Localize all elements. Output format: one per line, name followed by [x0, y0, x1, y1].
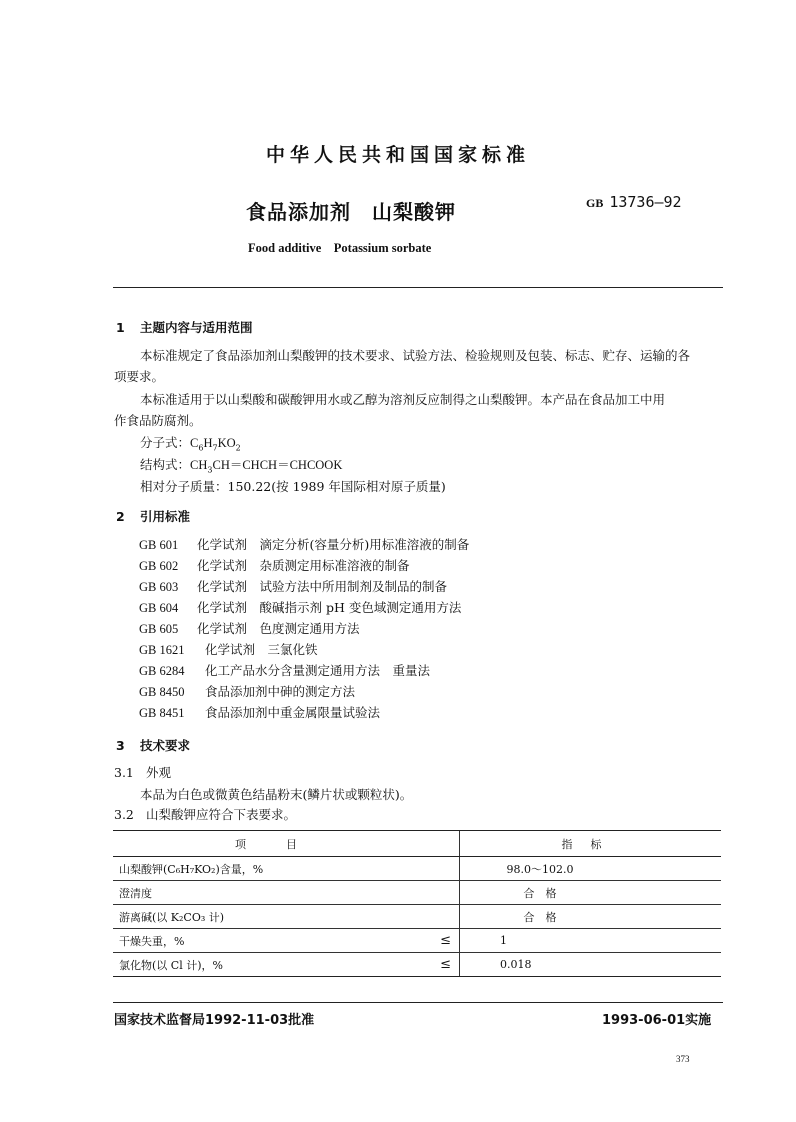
section-2-number: 2	[116, 509, 125, 524]
table-row	[113, 953, 721, 977]
reference-code: GB 8451	[139, 706, 185, 720]
section-3-1-heading	[114, 762, 171, 784]
reference-code: GB 1621	[139, 643, 185, 657]
reference-text: 化工产品水分含量测定通用方法 重量法	[205, 663, 431, 678]
table-cell-value: 合 格	[523, 910, 557, 924]
standard-number-prefix: GB	[586, 196, 604, 210]
section-1-title: 主题内容与适用范围	[140, 320, 253, 335]
reference-code: GB 8450	[139, 685, 185, 699]
reference-text: 化学试剂 三氯化铁	[205, 642, 318, 657]
table-cell-value: 98.0～102.0	[506, 862, 574, 876]
molecular-formula-label: 分子式：	[140, 435, 191, 450]
reference-item	[139, 555, 469, 576]
table-cell-operator: ≤	[405, 929, 460, 953]
structural-formula-label: 结构式：	[140, 457, 191, 472]
section-1-para-2-line-1: 本标准适用于以山梨酸和碳酸钾用水或乙醇为溶剂反应制得之山梨酸钾。本产品在食品加工中用	[140, 392, 666, 407]
table-cell-operator	[405, 881, 460, 905]
standard-number	[586, 193, 682, 211]
reference-text: 化学试剂 试验方法中所用制剂及制品的制备	[197, 579, 448, 594]
table-row	[113, 929, 721, 953]
section-1-para-1-line-1: 本标准规定了食品添加剂山梨酸钾的技术要求、试验方法、检验规则及包装、标志、贮存、运输的各	[140, 348, 691, 363]
page-number: 373	[676, 1054, 690, 1064]
section-3-2-text: 山梨酸钾应符合下表要求。	[146, 807, 297, 822]
reference-item	[139, 618, 469, 639]
reference-text: 化学试剂 杂质测定用标准溶液的制备	[197, 558, 410, 573]
table-header-item: 项目	[113, 831, 460, 857]
reference-code: GB 604	[139, 601, 179, 615]
section-2-heading	[116, 507, 190, 525]
reference-item	[139, 681, 469, 702]
section-3-number: 3	[116, 738, 125, 753]
table-row	[113, 881, 721, 905]
reference-item	[139, 639, 469, 660]
table-cell-operator: ≤	[405, 953, 460, 977]
table-cell-value: 合 格	[523, 886, 557, 900]
reference-code: GB 601	[139, 538, 179, 552]
table-cell-item: 氯化物(以 Cl 计)，%	[113, 953, 405, 977]
table-cell-item: 游离碱(以 K₂CO₃ 计)	[113, 905, 405, 929]
section-3-1-text: 本品为白色或微黄色结晶粉末(鳞片状或颗粒状)。	[140, 787, 413, 802]
header-divider	[113, 287, 723, 288]
molecular-formula: 分子式：$C_6H_7KO_2$	[140, 435, 241, 453]
table-cell-item: 干燥失重，%	[113, 929, 405, 953]
section-1-para-2-line-2: 作食品防腐剂。	[114, 413, 202, 428]
reference-text: 食品添加剂中重金属限量试验法	[205, 705, 381, 720]
table-row	[113, 857, 721, 881]
table-row	[113, 905, 721, 929]
reference-text: 化学试剂 色度测定通用方法	[197, 621, 360, 636]
reference-item	[139, 702, 469, 723]
reference-text: 化学试剂 滴定分析(容量分析)用标准溶液的制备	[197, 537, 470, 552]
reference-code: GB 6284	[139, 664, 185, 678]
section-3-1-number: 3.1	[114, 765, 134, 780]
relative-molecular-mass: 相对分子质量：150.22(按 1989 年国际相对原子质量)	[140, 479, 446, 494]
table-cell-value: 1	[500, 934, 507, 947]
section-2-title: 引用标准	[140, 509, 191, 524]
table-header-row	[113, 831, 721, 857]
document-org-title: 中华人民共和国国家标准	[265, 144, 530, 166]
standard-title-cn: 食品添加剂 山梨酸钾	[246, 200, 456, 224]
reference-code: GB 605	[139, 622, 179, 636]
approval-line: 国家技术监督局1992-11-03批准	[114, 1013, 315, 1028]
reference-item	[139, 576, 469, 597]
section-3-1-title: 外观	[146, 765, 172, 780]
section-3-2-line	[114, 804, 296, 826]
section-1-number: 1	[116, 320, 125, 335]
requirements-table	[113, 830, 721, 977]
standard-title-en: Food additive Potassium sorbate	[248, 241, 432, 255]
structural-formula: 结构式：$CH_3CH=CHCH=CHCOOK$	[140, 457, 343, 475]
reference-text: 化学试剂 酸碱指示剂 pH 变色域测定通用方法	[197, 600, 462, 615]
reference-item	[139, 660, 469, 681]
reference-list	[139, 534, 469, 723]
standard-number-value: 13736—92	[609, 193, 682, 211]
table-cell-operator	[405, 905, 460, 929]
table-cell-value: 0.018	[500, 958, 532, 971]
section-1-heading	[116, 318, 253, 336]
reference-item	[139, 597, 469, 618]
table-cell-item: 山梨酸钾(C₆H₇KO₂)含量，%	[113, 857, 405, 881]
section-3-title: 技术要求	[140, 738, 191, 753]
effective-date-line: 1993-06-01实施	[602, 1013, 712, 1028]
reference-code: GB 602	[139, 559, 179, 573]
section-3-2-number: 3.2	[114, 807, 134, 822]
table-cell-operator	[405, 857, 460, 881]
section-3-heading	[116, 736, 190, 754]
section-1-para-1-line-2: 项要求。	[114, 369, 165, 384]
table-header-index: 指标	[460, 831, 722, 857]
footer-divider	[113, 1002, 723, 1003]
table-cell-item: 澄清度	[113, 881, 405, 905]
reference-text: 食品添加剂中砷的测定方法	[205, 684, 356, 699]
reference-code: GB 603	[139, 580, 179, 594]
reference-item	[139, 534, 469, 555]
